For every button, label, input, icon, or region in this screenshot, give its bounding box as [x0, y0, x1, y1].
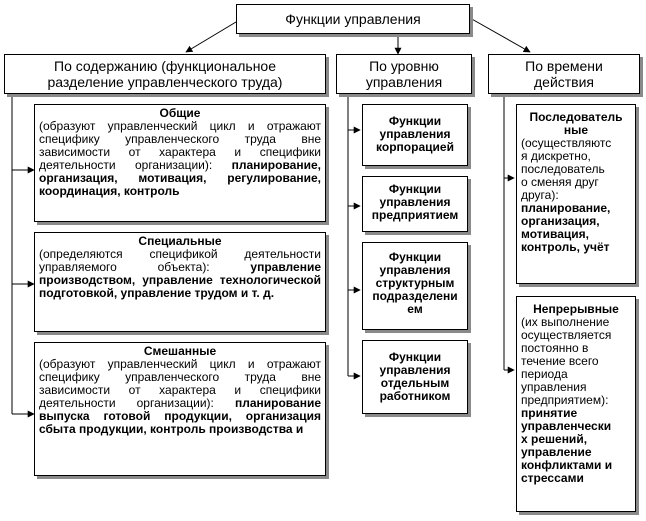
content-mixed-box	[34, 342, 326, 476]
sequential-desc-line-4: о сменяя друг	[521, 175, 599, 189]
special-description: (определяются спецификой деятельности управляемого объекта):	[39, 247, 321, 274]
continuous-desc-line-7: предприятием):	[521, 393, 609, 407]
employee-line-3: отдельным	[380, 376, 450, 390]
time-sequential-box	[516, 104, 636, 284]
continuous-example-line-2: управленчески	[521, 419, 612, 433]
continuous-desc-line-2: осуществляется	[521, 328, 612, 342]
sequential-example-line-2: организация,	[521, 214, 600, 228]
level-enterprise-box	[362, 176, 468, 232]
arrow-root-to-content	[186, 22, 236, 52]
employee-line-1: Функции	[388, 350, 442, 364]
sequential-desc-line-3: последователь	[521, 162, 605, 176]
header-by-content	[4, 54, 326, 94]
general-description: (образуют управленческий цикл и отражают специфику управленческого труда вне зависимости от характера и специфики деятельности организации):	[39, 119, 321, 172]
sequential-desc-line-2: я дискретно,	[521, 149, 591, 163]
continuous-desc-line-3: постоянно в	[521, 341, 589, 355]
arrow-root-to-time	[470, 18, 530, 52]
general-title: Общие	[159, 106, 201, 120]
header-by-content-line-1: По содержанию (функциональное	[54, 58, 276, 74]
corporation-line-1: Функции	[388, 114, 442, 128]
continuous-desc-line-1: (их выполнение	[521, 315, 610, 329]
sequential-title-line-1: Последователь	[529, 110, 623, 124]
general-text	[39, 120, 321, 198]
content-general-box	[34, 104, 326, 222]
mixed-description: (образуют управленческий цикл и отражают специфику управленческого труда вне зависимости от характера и специфики деятельности организации):	[39, 357, 321, 410]
sequential-example-line-3: мотивация,	[521, 227, 589, 241]
employee-line-4: работником	[379, 389, 451, 403]
subdivision-line-4: подразделени	[372, 289, 458, 303]
special-text	[39, 248, 321, 300]
time-continuous-box	[516, 296, 636, 512]
sequential-title-line-2: ные	[563, 123, 589, 137]
continuous-example-line-3: х решений,	[521, 432, 588, 446]
level-corporation-box	[362, 104, 468, 166]
enterprise-line-1: Функции	[388, 182, 442, 196]
header-by-level-line-2: управления	[365, 74, 443, 90]
header-by-level-line-1: По уровню	[369, 58, 439, 74]
root-title: Функции управления	[285, 11, 421, 27]
special-examples: управление производством, управление технологической подготовкой, управление трудом и т. д.	[39, 260, 321, 300]
continuous-example-line-4: управление	[521, 445, 592, 459]
header-by-time-line-2: действия	[533, 74, 595, 90]
sequential-example-line-1: планирование,	[521, 201, 611, 215]
continuous-desc-line-6: управления	[521, 380, 587, 394]
corporation-line-2: управления	[379, 127, 451, 141]
subdivision-line-1: Функции	[388, 250, 442, 264]
enterprise-line-2: управления	[379, 195, 451, 209]
header-by-level	[336, 54, 472, 94]
root-box	[236, 4, 470, 34]
content-special-box	[34, 232, 326, 332]
sequential-desc-line-1: (осуществляютс	[521, 136, 612, 150]
general-examples: планирование, организация, мотивация, регулирование, координация, контроль	[39, 158, 321, 198]
header-by-time-line-1: По времени	[525, 58, 603, 74]
mixed-text	[39, 358, 321, 436]
special-title: Специальные	[138, 234, 222, 248]
continuous-desc-line-4: течение всего	[521, 354, 599, 368]
continuous-example-line-1: принятие	[521, 406, 578, 420]
mixed-title: Смешанные	[143, 344, 217, 358]
subdivision-line-2: управления	[379, 263, 451, 277]
continuous-example-line-6: стрессами	[521, 471, 584, 485]
sequential-desc-line-5: друга):	[521, 188, 559, 202]
level-employee-box	[362, 340, 468, 414]
continuous-example-line-5: конфликтами и	[521, 458, 613, 472]
header-by-time	[488, 54, 640, 94]
continuous-desc-line-5: периода	[521, 367, 568, 381]
subdivision-line-3: структурным	[375, 276, 455, 290]
continuous-title: Непрерывные	[533, 302, 619, 316]
header-by-content-line-2: разделение управленческого труда)	[47, 74, 283, 90]
enterprise-line-3: предприятием	[371, 208, 459, 222]
employee-line-2: управления	[379, 363, 451, 377]
level-subdivision-box	[362, 242, 468, 330]
corporation-line-3: корпорацией	[376, 140, 454, 154]
mixed-examples: планирование выпуска готовой продукции, организация сбыта продукции, контроль производства и	[39, 396, 321, 436]
subdivision-line-5: ем	[407, 302, 423, 316]
sequential-example-line-4: контроль, учёт	[521, 240, 610, 254]
